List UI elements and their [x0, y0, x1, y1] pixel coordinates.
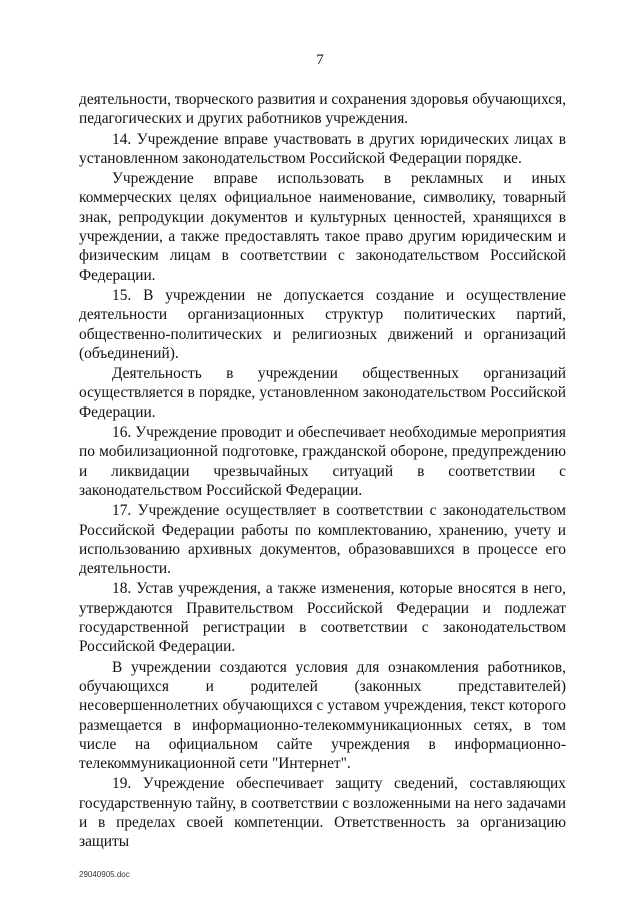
paragraph-15-public-organizations: Деятельность в учреждении общественных организаций осуществляется в порядке, установленном законодательством Российской Федерации. [79, 365, 566, 421]
document-body [79, 90, 566, 853]
paragraph-18-charter-access: В учреждении создаются условия для ознакомления работников, обучающихся и родителей (законных представителей) несовершеннолетних обучающихся с уставом учреждения, текст которого размещается в информационно-телекоммуникационных сетях, в том числе на официальном сайте учреждения в информационно-телекоммуникационной сети "Интернет". [79, 658, 566, 773]
paragraph-14: 14. Учреждение вправе участвовать в других юридических лицах в установленном законодательством Российской Федерации порядке. [79, 130, 566, 167]
paragraph-continuation: деятельности, творческого развития и сохранения здоровья обучающихся, педагогических и других работников учреждения. [79, 91, 566, 128]
paragraph-16: 16. Учреждение проводит и обеспечивает необходимые мероприятия по мобилизационной подготовке, гражданской обороне, предупреждению и ликвидации чрезвычайных ситуаций в соответствии с законодательством Российской Федерации. [79, 424, 566, 499]
page-number: 7 [316, 52, 324, 68]
paragraph-15: 15. В учреждении не допускается создание и осуществление деятельности организационных структур политических партий, общественно-политических и религиозных движений и организаций (объединений). [79, 286, 566, 362]
paragraph-18: 18. Устав учреждения, а также изменения, которые вносятся в него, утверждаются Правительством Российской Федерации и подлежат государственной регистрации в соответствии с законодательством Российской Федерации. [79, 580, 566, 656]
paragraph-17: 17. Учреждение осуществляет в соответствии с законодательством Российской Федерации работы по комплектованию, хранению, учету и использованию архивных документов, образовавшихся в процессе его деятельности. [79, 502, 566, 578]
paragraph-19: 19. Учреждение обеспечивает защиту сведений, составляющих государственную тайну, в соответствии с возложенными на него задачами и в пределах своей компетенции. Ответственность за организацию защиты [79, 775, 566, 851]
file-name-footer: 29040905.doc [79, 870, 130, 879]
paragraph-14-advertising: Учреждение вправе использовать в рекламных и иных коммерческих целях официальное наименование, символику, товарный знак, репродукции документов и культурных ценностей, хранящихся в учреждении, а также предоставлять такое право другим юридическим и физическим лицам в соответствии с законодательством Российской Федерации. [79, 170, 566, 284]
